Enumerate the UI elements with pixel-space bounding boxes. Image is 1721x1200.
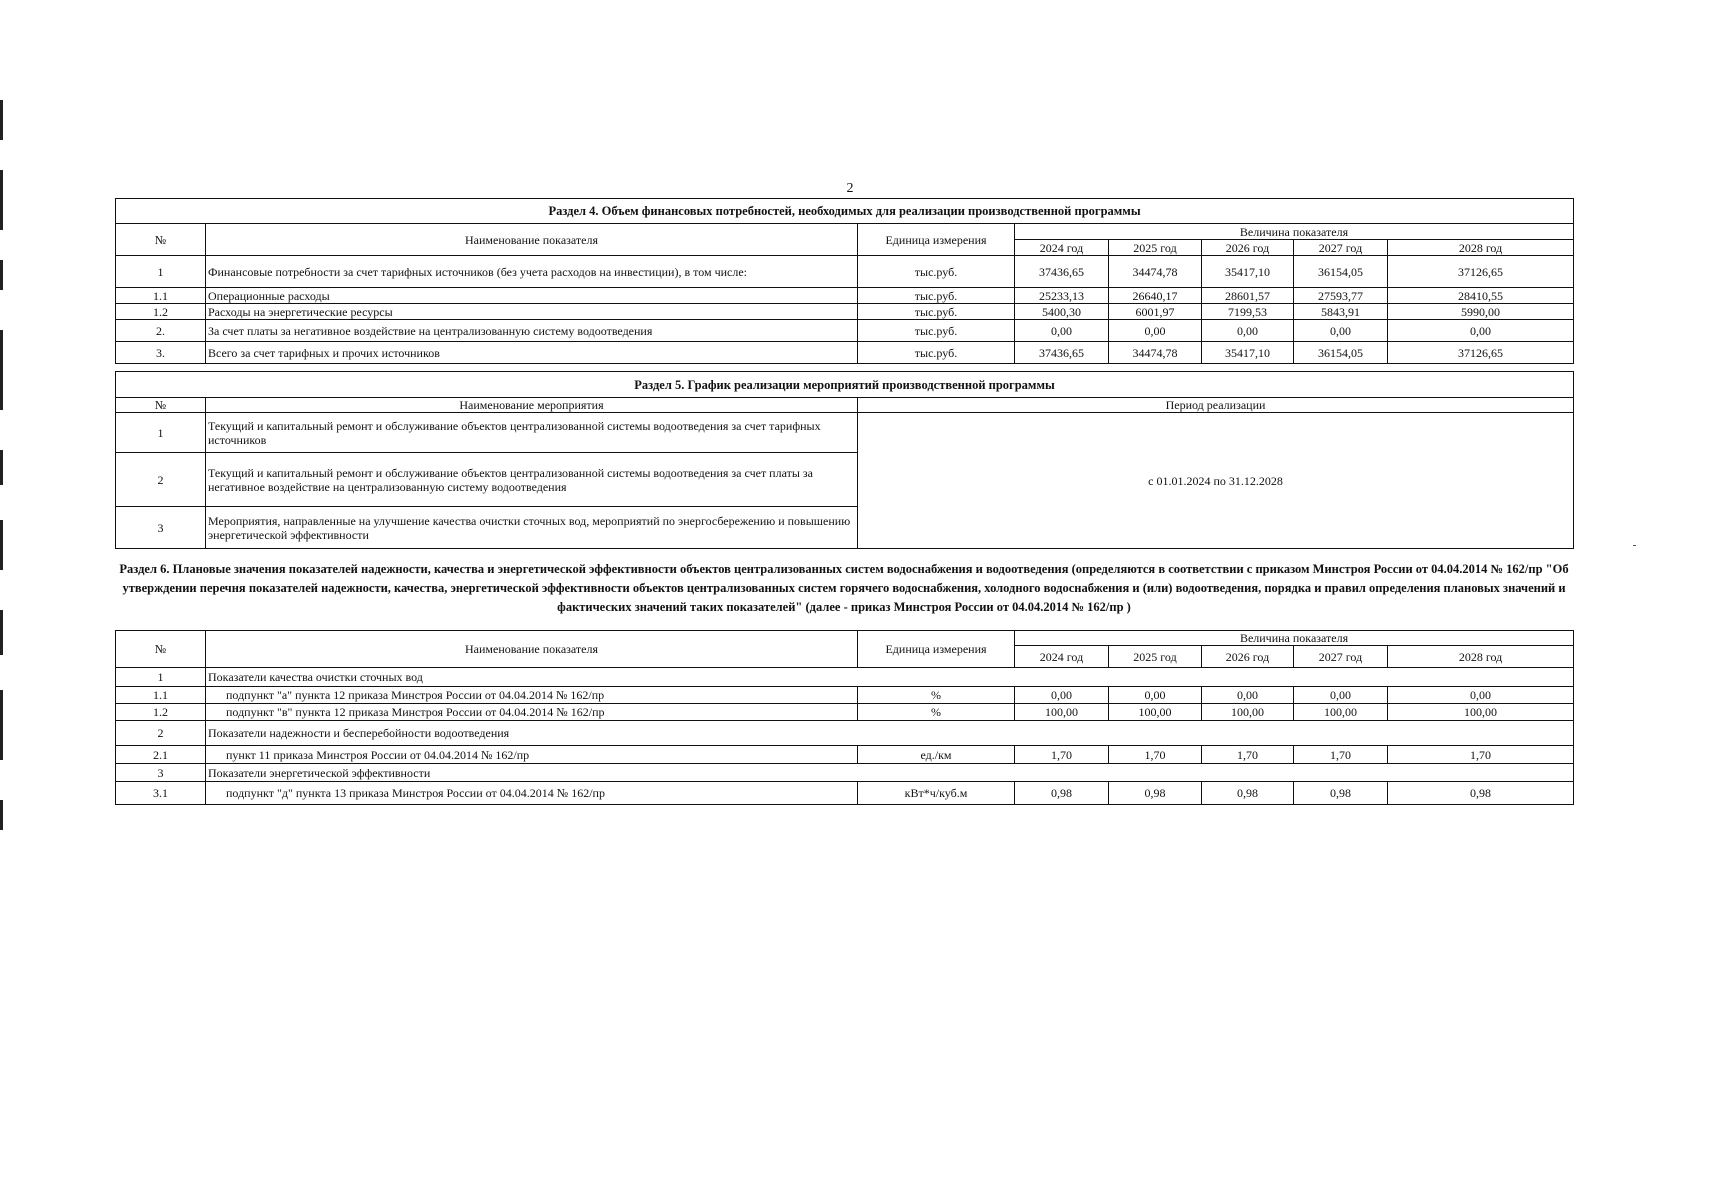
row-name: Финансовые потребности за счет тарифных источников (без учета расходов на инвестиции), в том числе: [206, 256, 858, 288]
section6-table [115, 630, 1574, 805]
col-header-name: Наименование мероприятия [206, 398, 858, 413]
row-num: 2.1 [116, 746, 206, 764]
row-num: 1.2 [116, 704, 206, 721]
row-value: 0,00 [1388, 320, 1574, 342]
row-value: 5400,30 [1015, 304, 1109, 320]
row-value: 0,98 [1109, 782, 1202, 805]
row-unit: тыс.руб. [858, 256, 1015, 288]
row-num: 3.1 [116, 782, 206, 805]
row-unit: тыс.руб. [858, 304, 1015, 320]
group-name: Показатели энергетической эффективности [206, 764, 1574, 782]
row-value: 1,70 [1388, 746, 1574, 764]
row-value: 28601,57 [1202, 288, 1294, 304]
row-value: 6001,97 [1109, 304, 1202, 320]
table-row [116, 342, 1574, 364]
row-value: 1,70 [1294, 746, 1388, 764]
row-value: 34474,78 [1109, 342, 1202, 364]
row-value: 0,98 [1015, 782, 1109, 805]
col-header-unit: Единица измерения [858, 631, 1015, 668]
row-name: Всего за счет тарифных и прочих источников [206, 342, 858, 364]
row-value: 0,00 [1109, 320, 1202, 342]
row-value: 0,98 [1294, 782, 1388, 805]
row-value: 37436,65 [1015, 256, 1109, 288]
section5-title: Раздел 5. График реализации мероприятий производственной программы [116, 372, 1574, 398]
row-value: 36154,05 [1294, 256, 1388, 288]
row-value: 0,00 [1202, 687, 1294, 704]
year-header: 2028 год [1388, 646, 1574, 668]
row-value: 35417,10 [1202, 256, 1294, 288]
row-value: 1,70 [1202, 746, 1294, 764]
col-header-value: Величина показателя [1015, 631, 1574, 646]
row-value: 1,70 [1109, 746, 1202, 764]
group-num: 2 [116, 721, 206, 746]
row-num: 3 [116, 507, 206, 549]
row-unit: ед./км [858, 746, 1015, 764]
col-header-num: № [116, 224, 206, 256]
row-num: 3. [116, 342, 206, 364]
year-header: 2025 год [1109, 646, 1202, 668]
row-unit: кВт*ч/куб.м [858, 782, 1015, 805]
row-unit: тыс.руб. [858, 288, 1015, 304]
row-value: 0,00 [1202, 320, 1294, 342]
group-name: Показатели качества очистки сточных вод [206, 668, 1574, 687]
row-value: 26640,17 [1109, 288, 1202, 304]
row-value: 0,98 [1388, 782, 1574, 805]
group-row [116, 764, 1574, 782]
row-value: 1,70 [1015, 746, 1109, 764]
row-unit: тыс.руб. [858, 342, 1015, 364]
section4-title: Раздел 4. Объем финансовых потребностей, необходимых для реализации производственной программы [116, 199, 1574, 224]
row-unit: % [858, 687, 1015, 704]
row-value: 100,00 [1015, 704, 1109, 721]
table-row [116, 256, 1574, 288]
year-header: 2026 год [1202, 646, 1294, 668]
row-num: 2 [116, 453, 206, 507]
year-header: 2026 год [1202, 240, 1294, 256]
row-value: 0,00 [1015, 320, 1109, 342]
year-header: 2024 год [1015, 646, 1109, 668]
row-name: Текущий и капитальный ремонт и обслуживание объектов централизованной системы водоотведения за счет платы за негативное воздействие на централизованную систему водоотведения [206, 453, 858, 507]
scan-edge-artifact [0, 0, 3, 1200]
col-header-num: № [116, 398, 206, 413]
row-value: 37436,65 [1015, 342, 1109, 364]
row-name: Операционные расходы [206, 288, 858, 304]
row-value: 100,00 [1109, 704, 1202, 721]
row-num: 2. [116, 320, 206, 342]
col-header-period: Период реализации [858, 398, 1574, 413]
col-header-name: Наименование показателя [206, 224, 858, 256]
year-header: 2025 год [1109, 240, 1202, 256]
row-value: 35417,10 [1202, 342, 1294, 364]
col-header-name: Наименование показателя [206, 631, 858, 668]
row-value: 5990,00 [1388, 304, 1574, 320]
row-unit: тыс.руб. [858, 320, 1015, 342]
row-value: 0,00 [1294, 687, 1388, 704]
year-header: 2024 год [1015, 240, 1109, 256]
table-row [116, 687, 1574, 704]
row-value: 7199,53 [1202, 304, 1294, 320]
row-value: 28410,55 [1388, 288, 1574, 304]
row-value: 37126,65 [1388, 256, 1574, 288]
period-value: с 01.01.2024 по 31.12.2028 [858, 413, 1574, 549]
row-value: 100,00 [1294, 704, 1388, 721]
row-name: Мероприятия, направленные на улучшение качества очистки сточных вод, мероприятий по энергосбережению и повышению энергетической эффективности [206, 507, 858, 549]
section6-title: Раздел 6. Плановые значения показателей надежности, качества и энергетической эффективности объектов централизованных систем водоснабжения и водоотведения (определяются в соответствии с приказом Минстроя России от 04.04.2014 № 162/пр "Об утверждении перечня показателей надежности, качества, энергетической эффективности объектов централизованных систем горячего водоснабжения, холодного водоснабжения и (или) водоотведения, порядка и правил определения плановых значений и фактических значений таких показателей" (далее - приказ Минстроя России от 04.04.2014 № 162/пр ) [119, 562, 1569, 614]
table-row [116, 288, 1574, 304]
row-value: 27593,77 [1294, 288, 1388, 304]
table-row [116, 413, 1574, 453]
row-unit: % [858, 704, 1015, 721]
row-num: 1.2 [116, 304, 206, 320]
scan-speck [1633, 545, 1636, 546]
section5-table [115, 371, 1574, 549]
row-value: 100,00 [1202, 704, 1294, 721]
year-header: 2027 год [1294, 646, 1388, 668]
row-value: 0,00 [1015, 687, 1109, 704]
row-value: 37126,65 [1388, 342, 1574, 364]
table-row [116, 320, 1574, 342]
group-num: 3 [116, 764, 206, 782]
col-header-value: Величина показателя [1015, 224, 1574, 240]
page-number: 2 [846, 181, 854, 196]
table-row [116, 304, 1574, 320]
row-value: 25233,13 [1015, 288, 1109, 304]
row-value: 100,00 [1388, 704, 1574, 721]
group-name: Показатели надежности и бесперебойности водоотведения [206, 721, 1574, 746]
year-header: 2027 год [1294, 240, 1388, 256]
row-name: За счет платы за негативное воздействие на централизованную систему водоотведения [206, 320, 858, 342]
row-value: 0,00 [1109, 687, 1202, 704]
row-value: 34474,78 [1109, 256, 1202, 288]
row-num: 1.1 [116, 687, 206, 704]
row-name: подпункт "а" пункта 12 приказа Минстроя России от 04.04.2014 № 162/пр [206, 687, 858, 704]
row-value: 0,00 [1294, 320, 1388, 342]
row-value: 36154,05 [1294, 342, 1388, 364]
group-row [116, 668, 1574, 687]
col-header-num: № [116, 631, 206, 668]
section4-table [115, 198, 1574, 364]
row-name: подпункт "в" пункта 12 приказа Минстроя России от 04.04.2014 № 162/пр [206, 704, 858, 721]
table-row [116, 704, 1574, 721]
table-row [116, 746, 1574, 764]
col-header-unit: Единица измерения [858, 224, 1015, 256]
row-value: 0,00 [1388, 687, 1574, 704]
table-row [116, 782, 1574, 805]
group-num: 1 [116, 668, 206, 687]
row-name: Расходы на энергетические ресурсы [206, 304, 858, 320]
row-name: подпункт "д" пункта 13 приказа Минстроя России от 04.04.2014 № 162/пр [206, 782, 858, 805]
row-value: 5843,91 [1294, 304, 1388, 320]
year-header: 2028 год [1388, 240, 1574, 256]
row-value: 0,98 [1202, 782, 1294, 805]
row-num: 1 [116, 413, 206, 453]
row-name: Текущий и капитальный ремонт и обслуживание объектов централизованной системы водоотведения за счет тарифных источников [206, 413, 858, 453]
row-num: 1.1 [116, 288, 206, 304]
group-row [116, 721, 1574, 746]
row-name: пункт 11 приказа Минстроя России от 04.04.2014 № 162/пр [206, 746, 858, 764]
row-num: 1 [116, 256, 206, 288]
